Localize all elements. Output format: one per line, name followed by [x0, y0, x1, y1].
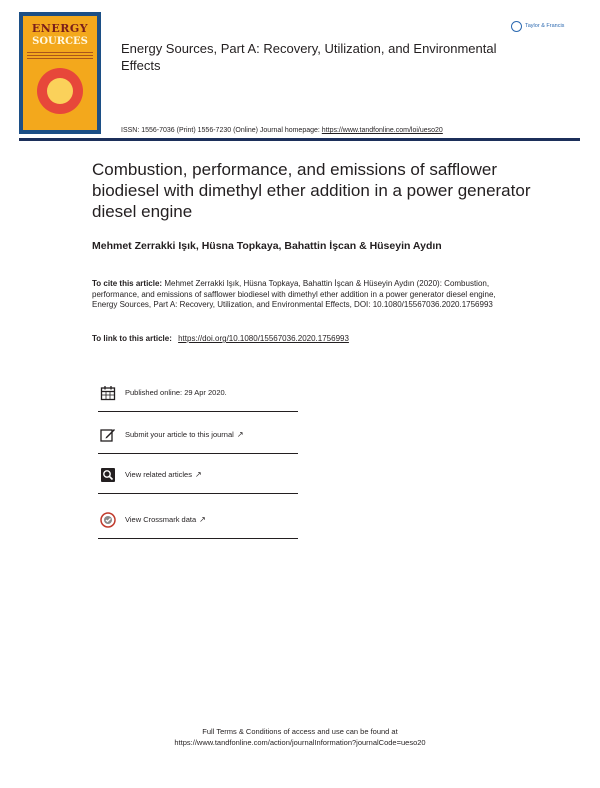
article-title: Combustion, performance, and emissions of safflower biodiesel with dimethyl ether addition in a power generator diesel engine [92, 160, 531, 221]
related-articles-icon [100, 467, 116, 483]
crossmark-row[interactable] [98, 501, 298, 539]
footer [0, 726, 600, 748]
article-doi-link[interactable]: https://doi.org/10.1080/15567036.2020.1756993 [178, 334, 349, 343]
calendar-icon [100, 385, 116, 401]
footer-terms-url[interactable]: https://www.tandfonline.com/action/journalInformation?journalCode=ueso20 [174, 738, 426, 747]
journal-homepage-link[interactable]: https://www.tandfonline.com/loi/ueso20 [321, 127, 443, 134]
submit-article-row[interactable] [98, 416, 298, 454]
external-link-icon: ↗ [194, 470, 202, 479]
submit-article-link[interactable]: Submit your article to this journal [125, 430, 234, 439]
cover-title-line2: SOURCES [32, 36, 88, 47]
article-link-block [92, 334, 522, 343]
journal-title: Energy Sources, Part A: Recovery, Utilization, and Environmental Effects [121, 41, 497, 73]
publisher-logo[interactable] [511, 17, 587, 35]
external-link-icon: ↗ [236, 430, 244, 439]
issn-text: ISSN: 1556-7036 (Print) 1556-7230 (Online) Journal homepage: [121, 127, 320, 134]
crossmark-link[interactable]: View Crossmark data [125, 515, 197, 524]
related-articles-link[interactable]: View related articles [125, 470, 192, 479]
cover-title-line1: ENERGY [31, 22, 89, 35]
citation-doi-link[interactable]: 10.1080/15567036.2020.1756993 [372, 300, 493, 309]
published-online-text: Published online: 29 Apr 2020. [125, 388, 227, 397]
header-divider [19, 138, 580, 141]
authors: Mehmet Zerrakki Işık, Hüsna Topkaya, Bahattin İşcan & Hüseyin Aydın [92, 240, 442, 252]
edit-icon [100, 427, 116, 443]
issn-line [121, 127, 443, 134]
crossmark-icon [100, 512, 116, 528]
published-online-row [98, 374, 298, 412]
related-articles-row[interactable] [98, 456, 298, 494]
publisher-logo-icon [511, 21, 522, 32]
footer-terms-text: Full Terms & Conditions of access and use can be found at [202, 727, 398, 736]
citation-block [92, 279, 522, 311]
external-link-icon: ↗ [199, 515, 206, 524]
article-link-label: To link to this article: [92, 334, 172, 343]
journal-cover [19, 12, 101, 134]
publisher-logo-text: Taylor & Francis [525, 23, 565, 29]
citation-text: Mehmet Zerrakki Işık, Hüsna Topkaya, Bahattin İşcan & Hüseyin Aydın (2020): Combustion, performance, and emissions of safflower biodiesel with dimethyl ether addition in a power generator diesel engine, Energy Sources, Part A: Recovery, Utilization, and Environmental Effects, DOI: [92, 279, 496, 309]
citation-label: To cite this article: [92, 279, 163, 288]
